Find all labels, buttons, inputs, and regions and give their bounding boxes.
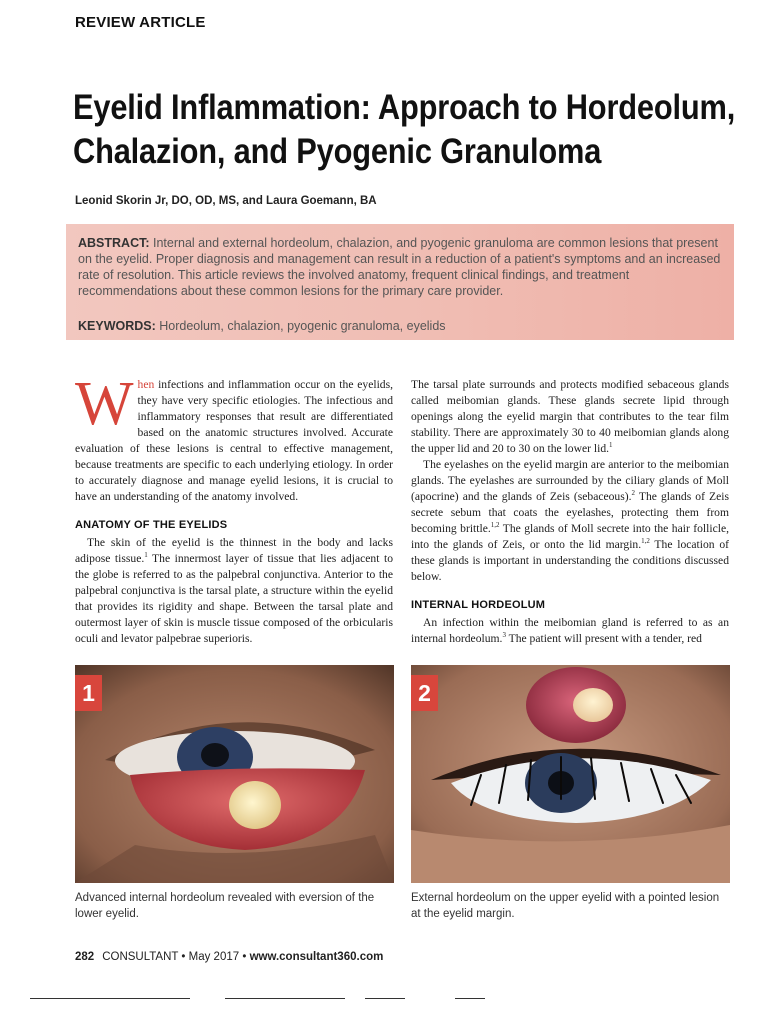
citation: 1	[144, 551, 148, 560]
body-column-left	[75, 370, 393, 647]
abstract	[78, 235, 724, 299]
intro-lead: hen	[137, 378, 155, 391]
tarsal-paragraph	[411, 377, 729, 457]
figure-1-caption: Advanced internal hordeolum revealed with eversion of the lower eyelid.	[75, 892, 375, 920]
citation: 3	[502, 631, 506, 640]
anatomy-paragraph	[75, 535, 393, 647]
eyelash-paragraph	[411, 457, 729, 585]
heading-anatomy: ANATOMY OF THE EYELIDS	[75, 519, 228, 531]
citation: 2	[631, 489, 635, 498]
abstract-text: Internal and external hordeolum, chalazion, and pyogenic granuloma are common lesions that present on the eyelid. Proper diagnosis and management can result in a reduction of a patient's symptoms and an increased rate of resolution. This article reviews the involved anatomy, frequent clinical findings, and treatment recommendations about these common lesions for the primary care provider.	[78, 236, 721, 298]
text-run: The location of these glands is important in understanding the conditions discussed below.	[411, 538, 730, 583]
text-run: The skin of the eyelid is the thinnest in the body and lacks adipose tissue.	[75, 536, 393, 565]
figure-2-photo	[411, 665, 730, 883]
scan-artifact	[455, 998, 485, 999]
text-run: The innermost layer of tissue that lies adjacent to the globe is referred to as the palpebral conjunctiva. Anterior to the palpebral conjunctiva is the tarsal plate, a structure within the eyelid that provides its rigidity and shape. Between the tarsal plate and outermost layer of skin is muscle tissue composed of the orbicularis oculi and levator palpebrae superioris.	[75, 552, 393, 645]
page-footer	[75, 951, 383, 963]
title-line-1: Eyelid Inflammation: Approach to Hordeolum,	[73, 88, 736, 127]
figure-2-caption: External hordeolum on the upper eyelid with a pointed lesion at the eyelid margin.	[411, 892, 720, 920]
intro-text: infections and inflammation occur on the eyelids, they have very specific etiologies. The infectious and inflammatory responses that result are differentiated based on the anatomic structures involved. Accurate evaluation of these lesions is central to effective management, because treatments are specific to each underlying etiology. In order to accurately diagnose and manage eyelid lesions, it is crucial to have an understanding of the anatomy involved.	[75, 378, 393, 503]
citation: 1,2	[490, 521, 500, 530]
intro-paragraph	[75, 370, 393, 505]
figure-number: 1	[75, 675, 102, 711]
article-title	[73, 86, 736, 174]
scan-artifact	[365, 998, 405, 999]
text-run: The patient will present with a tender, red	[505, 632, 702, 645]
upper-eyelid-photo	[411, 665, 730, 883]
text-run: The eyelashes on the eyelid margin are anterior to the meibomian glands. The eyelashes are surrounded by the ciliary glands of Moll (apocrine) and the glands of Zeis (sebaceous).	[411, 458, 729, 503]
figure-1-photo	[75, 665, 394, 883]
citation: 1,2	[641, 537, 650, 546]
keywords	[78, 318, 724, 334]
section-label: REVIEW ARTICLE	[75, 14, 206, 31]
text-run: The glands of Zeis secrete sebum that coats the eyelashes, protecting them from becoming brittle.	[411, 490, 730, 535]
keywords-label: KEYWORDS:	[78, 319, 156, 333]
heading-internal-hordeolum: INTERNAL HORDEOLUM	[411, 599, 546, 611]
journal-url: www.consultant360.com	[249, 951, 384, 963]
text-run: The glands of Moll secrete into the hair follicle, into the glands of Zeis, or onto the lid margin.	[411, 522, 729, 551]
body-column-right	[411, 377, 729, 647]
scan-artifact	[30, 998, 190, 999]
abstract-label: ABSTRACT:	[78, 236, 150, 250]
journal-issue: CONSULTANT • May 2017 •	[102, 951, 250, 963]
title-line-2: Chalazion, and Pyogenic Granuloma	[73, 132, 602, 171]
drop-cap: W	[75, 370, 134, 438]
keywords-text: Hordeolum, chalazion, pyogenic granuloma, eyelids	[155, 319, 446, 333]
internal-paragraph	[411, 615, 729, 647]
scan-artifact	[225, 998, 345, 999]
abstract-box	[66, 224, 734, 340]
figure-number: 2	[411, 675, 438, 711]
authors: Leonid Skorin Jr, DO, OD, MS, and Laura Goemann, BA	[75, 195, 377, 207]
text-run: An infection within the meibomian gland is referred to as an internal hordeolum.	[411, 616, 729, 645]
everted-eyelid-photo	[75, 665, 394, 883]
citation: 1	[609, 441, 613, 450]
page-number: 282	[75, 951, 95, 963]
text-run: The tarsal plate surrounds and protects modified sebaceous glands called meibomian glands. These glands secrete lipid through openings along the eyelid margin that contributes to the tear film stability. There are approximately 30 to 40 meibomian glands along the upper lid and 20 to 30 on the lower lid.	[411, 378, 729, 455]
